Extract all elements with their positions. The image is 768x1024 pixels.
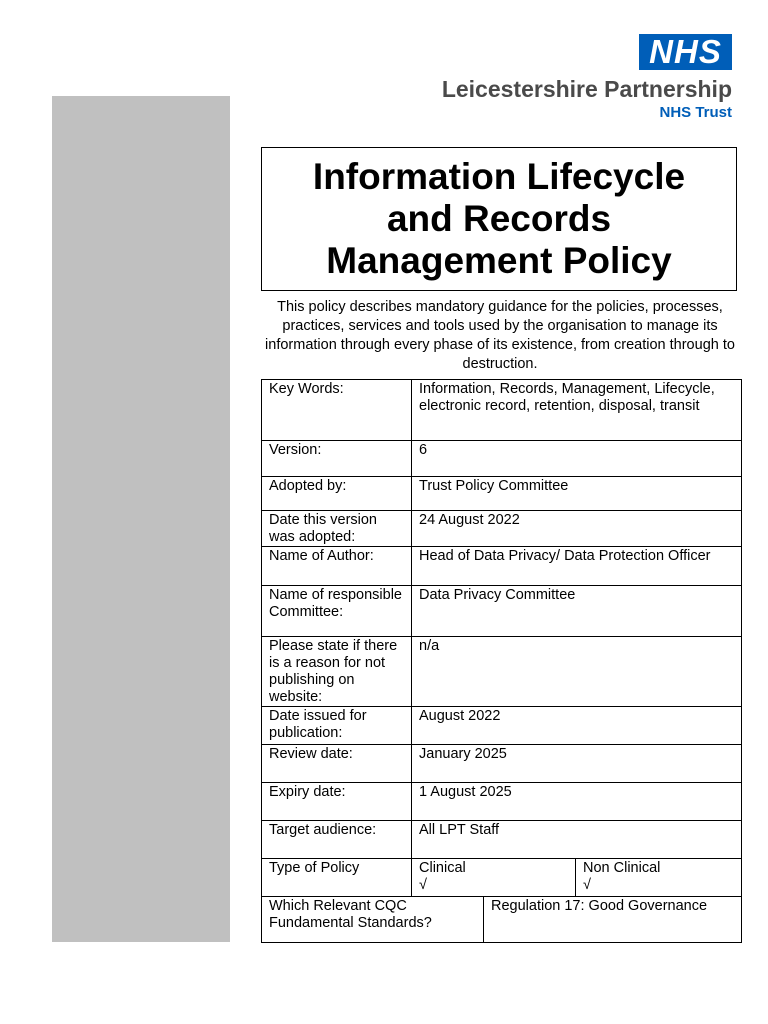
row-label: Target audience: [262, 821, 412, 859]
policy-type-label: Type of Policy [262, 859, 412, 897]
row-label: Expiry date: [262, 783, 412, 821]
row-value: January 2025 [412, 745, 742, 783]
cqc-label: Which Relevant CQC Fundamental Standards? [262, 897, 484, 943]
row-value: Information, Records, Management, Lifecycle, electronic record, retention, disposal, transit [412, 380, 742, 441]
title-line-1: Information Lifecycle [312, 156, 686, 197]
row-label: Date this version was adopted: [262, 511, 412, 547]
row-label: Please state if there is a reason for not publishing on website: [262, 637, 412, 707]
row-value: Head of Data Privacy/ Data Protection Officer [412, 547, 742, 586]
table-row [262, 745, 742, 783]
row-label: Name of Author: [262, 547, 412, 586]
row-label: Review date: [262, 745, 412, 783]
row-value: Data Privacy Committee [412, 586, 742, 637]
table-row [262, 547, 742, 586]
title-box [261, 147, 737, 291]
row-label: Key Words: [262, 380, 412, 441]
row-value: 6 [412, 441, 742, 477]
row-label: Name of responsible Committee: [262, 586, 412, 637]
row-value: 24 August 2022 [412, 511, 742, 547]
row-value: Trust Policy Committee [412, 477, 742, 511]
policy-description: This policy describes mandatory guidance for the policies, processes, practices, services and tools used by the organisation to manage its information through every phase of its existence, from creation through to destruction. [265, 299, 735, 372]
table-row [262, 637, 742, 707]
cqc-value: Regulation 17: Good Governance [484, 897, 742, 943]
table-row [262, 707, 742, 745]
clinical-label: Clinical [419, 860, 466, 876]
table-row [262, 783, 742, 821]
row-value: n/a [412, 637, 742, 707]
non-clinical-cell [576, 859, 742, 897]
table-row [262, 441, 742, 477]
row-label: Adopted by: [262, 477, 412, 511]
clinical-check-mark: √ [419, 877, 427, 893]
title-line-2: and Records [386, 198, 612, 239]
row-value: 1 August 2025 [412, 783, 742, 821]
non-clinical-check-mark: √ [583, 877, 591, 893]
table-row [262, 511, 742, 547]
non-clinical-label: Non Clinical [583, 860, 661, 876]
row-label: Date issued for publication: [262, 707, 412, 745]
organisation-name: Leicestershire Partnership [441, 76, 732, 102]
policy-details-table [261, 379, 742, 943]
nhs-logo: NHS [639, 34, 732, 70]
side-grey-panel [52, 96, 230, 942]
title-line-3: Management Policy [326, 240, 672, 281]
table-row [262, 821, 742, 859]
row-label: Version: [262, 441, 412, 477]
row-value: August 2022 [412, 707, 742, 745]
table-row [262, 477, 742, 511]
table-row [262, 380, 742, 441]
row-value: All LPT Staff [412, 821, 742, 859]
policy-type-row [262, 859, 742, 897]
clinical-cell [412, 859, 576, 897]
cqc-row [262, 897, 742, 943]
table-row [262, 586, 742, 637]
organisation-trust: NHS Trust [659, 104, 732, 121]
